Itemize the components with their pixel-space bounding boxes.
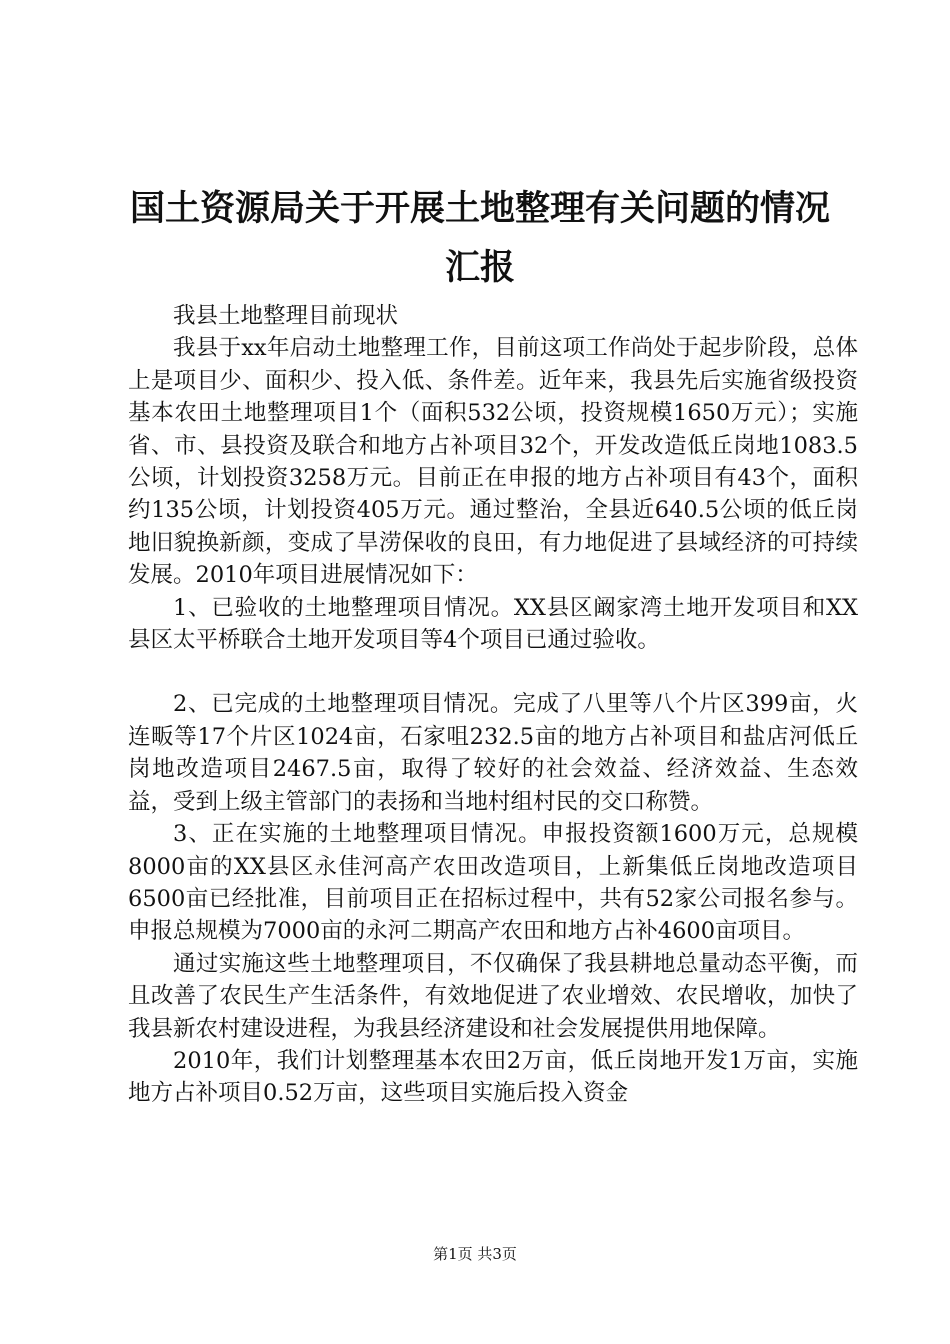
document-title-line-2: 汇报 xyxy=(444,248,515,288)
paragraph-section-heading: 我县土地整理目前现状 xyxy=(173,303,399,329)
document-title-line-1: 国土资源局关于开展土地整理有关问题的情况 xyxy=(129,189,830,229)
paragraph-overview: 我县于xx年启动土地整理工作，目前这项工作尚处于起步阶段，总体上是项目少、面积少、投入低、条件差。近年来，我县先后实施省级投资基本农田土地整理项目1个（面积532公顷，投资规模1650万元）；实施省、市、县投资及联合和地方占补项目32个，开发改造低丘岗地1083.5公顷，计划投资3258万元。目前正在申报的地方占补项目有43个，面积约135公顷，计划投资405万元。通过整治，全县近640.5公顷的低丘岗地旧貌换新颜，变成了旱涝保收的良田，有力地促进了县域经济的可持续发展。2010年项目进展情况如下： xyxy=(128,335,858,589)
paragraph-benefits: 通过实施这些土地整理项目，不仅确保了我县耕地总量动态平衡，而且改善了农民生产生活条件，有效地促进了农业增效、农民增收，加快了我县新农村建设进程，为我县经济建设和社会发展提供用地保障。 xyxy=(128,950,858,1042)
paragraph-2010-plan: 2010年，我们计划整理基本农田2万亩，低丘岗地开发1万亩，实施地方占补项目0.52万亩，这些项目实施后投入资金 xyxy=(128,1047,858,1107)
paragraph-ongoing-projects: 3、正在实施的土地整理项目情况。申报投资额1600万元，总规模8000亩的XX县区永佳河高产农田改造项目，上新集低丘岗地改造项目6500亩已经批准，目前项目正在招标过程中，共有52家公司报名参与。申报总规模为7000亩的永河二期高产农田和地方占补4600亩项目。 xyxy=(128,821,858,945)
paragraph-completed-projects: 2、已完成的土地整理项目情况。完成了八里等八个片区399亩，火连畈等17个片区1024亩，石家咀232.5亩的地方占补项目和盐店河低丘岗地改造项目2467.5亩，取得了较好的社会效益、经济效益、生态效益，受到上级主管部门的表扬和当地村组村民的交口称赞。 xyxy=(128,691,858,815)
paragraph-accepted-projects: 1、已验收的土地整理项目情况。XX县区阚家湾土地开发项目和XX县区太平桥联合土地开发项目等4个项目已通过验收。 xyxy=(128,594,858,654)
page-footer: 第1页 共3页 xyxy=(433,1245,517,1263)
document-body xyxy=(128,300,858,1110)
